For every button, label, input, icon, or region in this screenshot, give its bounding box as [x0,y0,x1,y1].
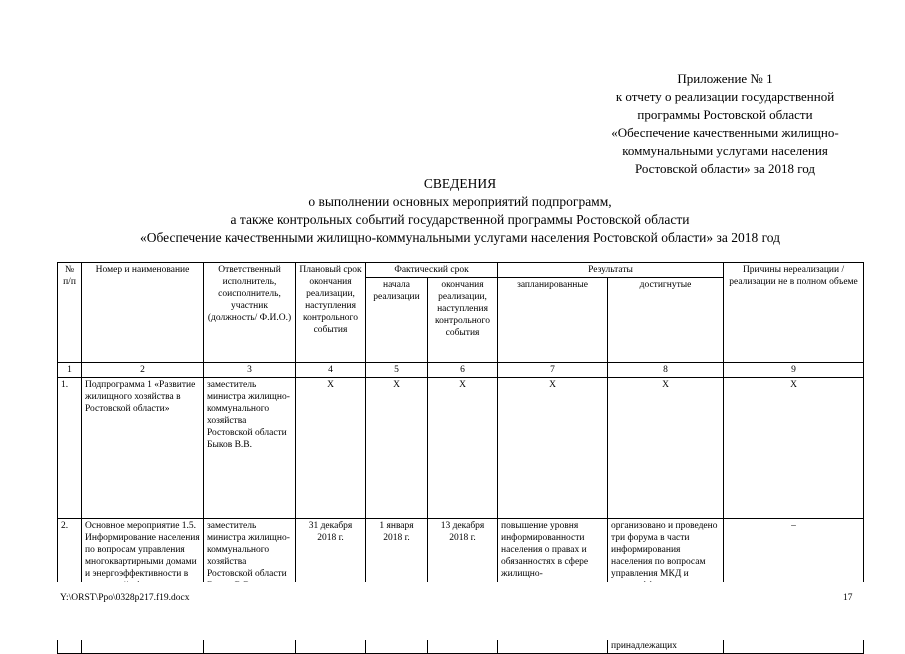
header-name: Номер и наименование [82,263,204,363]
header-reasons: Причины нереализации / реализации не в полном объеме [724,263,864,363]
header-actual: Фактический срок [366,263,498,278]
cell-results-planned: X [498,378,608,519]
cell-executor: заместитель министра жилищно-коммунального хозяйства Ростовской области [204,519,296,654]
appendix-line: коммунальными услугами населения [622,143,828,158]
column-number: 1 [58,363,82,378]
cell-end: 13 декабря 2018 г. [428,519,498,654]
cell-num: 1. [58,378,82,519]
cell-executor: заместитель министра жилищно-коммунального хозяйства Ростовской области Быков В.В. [204,378,296,519]
header-results: Результаты [498,263,724,278]
cell-num: 2. [58,519,82,654]
cell-reasons: X [724,378,864,519]
heading-line: «Обеспечение качественными жилищно-коммунальными услугами населения Ростовской области» за 2018 год [139,230,781,245]
cell-start: X [366,378,428,519]
footer-page-number: 17 [843,593,853,603]
header-executor: Ответственный исполнитель, соисполнитель, участник (должность/ Ф.И.О.) [204,263,296,363]
column-number-row [58,363,864,378]
cell-reasons: – [724,519,864,654]
cell-start: 1 января 2018 г. [366,519,428,654]
column-number: 3 [204,363,296,378]
column-number: 8 [608,363,724,378]
footer-file-path: Y:\ORST\Ppo\0328p217.f19.docx [60,593,190,603]
cell-results-achieved: X [608,378,724,519]
column-number: 9 [724,363,864,378]
column-number: 2 [82,363,204,378]
heading-title: СВЕДЕНИЯ [423,176,497,191]
appendix-line: Приложение № 1 [677,71,773,86]
header-row [58,263,864,278]
cell-planned: X [296,378,366,519]
header-actual-start: начала реализации [366,278,428,363]
header-num: № п/п [58,263,82,363]
page-bottom-margin [0,582,905,640]
appendix-line: «Обеспечение качественными жилищно- [611,125,839,140]
header-results-achieved: достигнутые [608,278,724,363]
document-heading [55,175,865,247]
cell-name: Основное мероприятие 1.5. Информирование населения по вопросам управления многоквартирными домами и энергоэффективности в [82,519,204,654]
header-results-planned: запланированные [498,278,608,363]
cell-results-planned: повышение уровня информированности населения о правах и обязанностях в сфере жилищно- [498,519,608,654]
appendix-block [560,70,890,178]
column-number: 5 [366,363,428,378]
header-actual-end: окончания реализации, наступления контрольного события [428,278,498,363]
column-number: 7 [498,363,608,378]
column-number: 6 [428,363,498,378]
table-row [58,378,864,519]
appendix-line: программы Ростовской области [637,107,813,122]
heading-line: о выполнении основных мероприятий подпрограмм, [308,194,612,209]
heading-line: а также контрольных событий государственной программы Ростовской области [230,212,690,227]
column-number: 4 [296,363,366,378]
cell-end: X [428,378,498,519]
appendix-line: Ростовской области» за 2018 год [634,161,816,176]
cell-planned: 31 декабря 2018 г. [296,519,366,654]
cell-name: Подпрограмма 1 «Развитие жилищного хозяйства в Ростовской области» [82,378,204,519]
cell-results-achieved: организовано и проведено три форума в части информирования населения по вопросам управления МКД и принадлежащих [608,519,724,654]
appendix-line: к отчету о реализации государственной [615,89,835,104]
header-planned: Плановый срок окончания реализации, наступления контрольного события [296,263,366,363]
